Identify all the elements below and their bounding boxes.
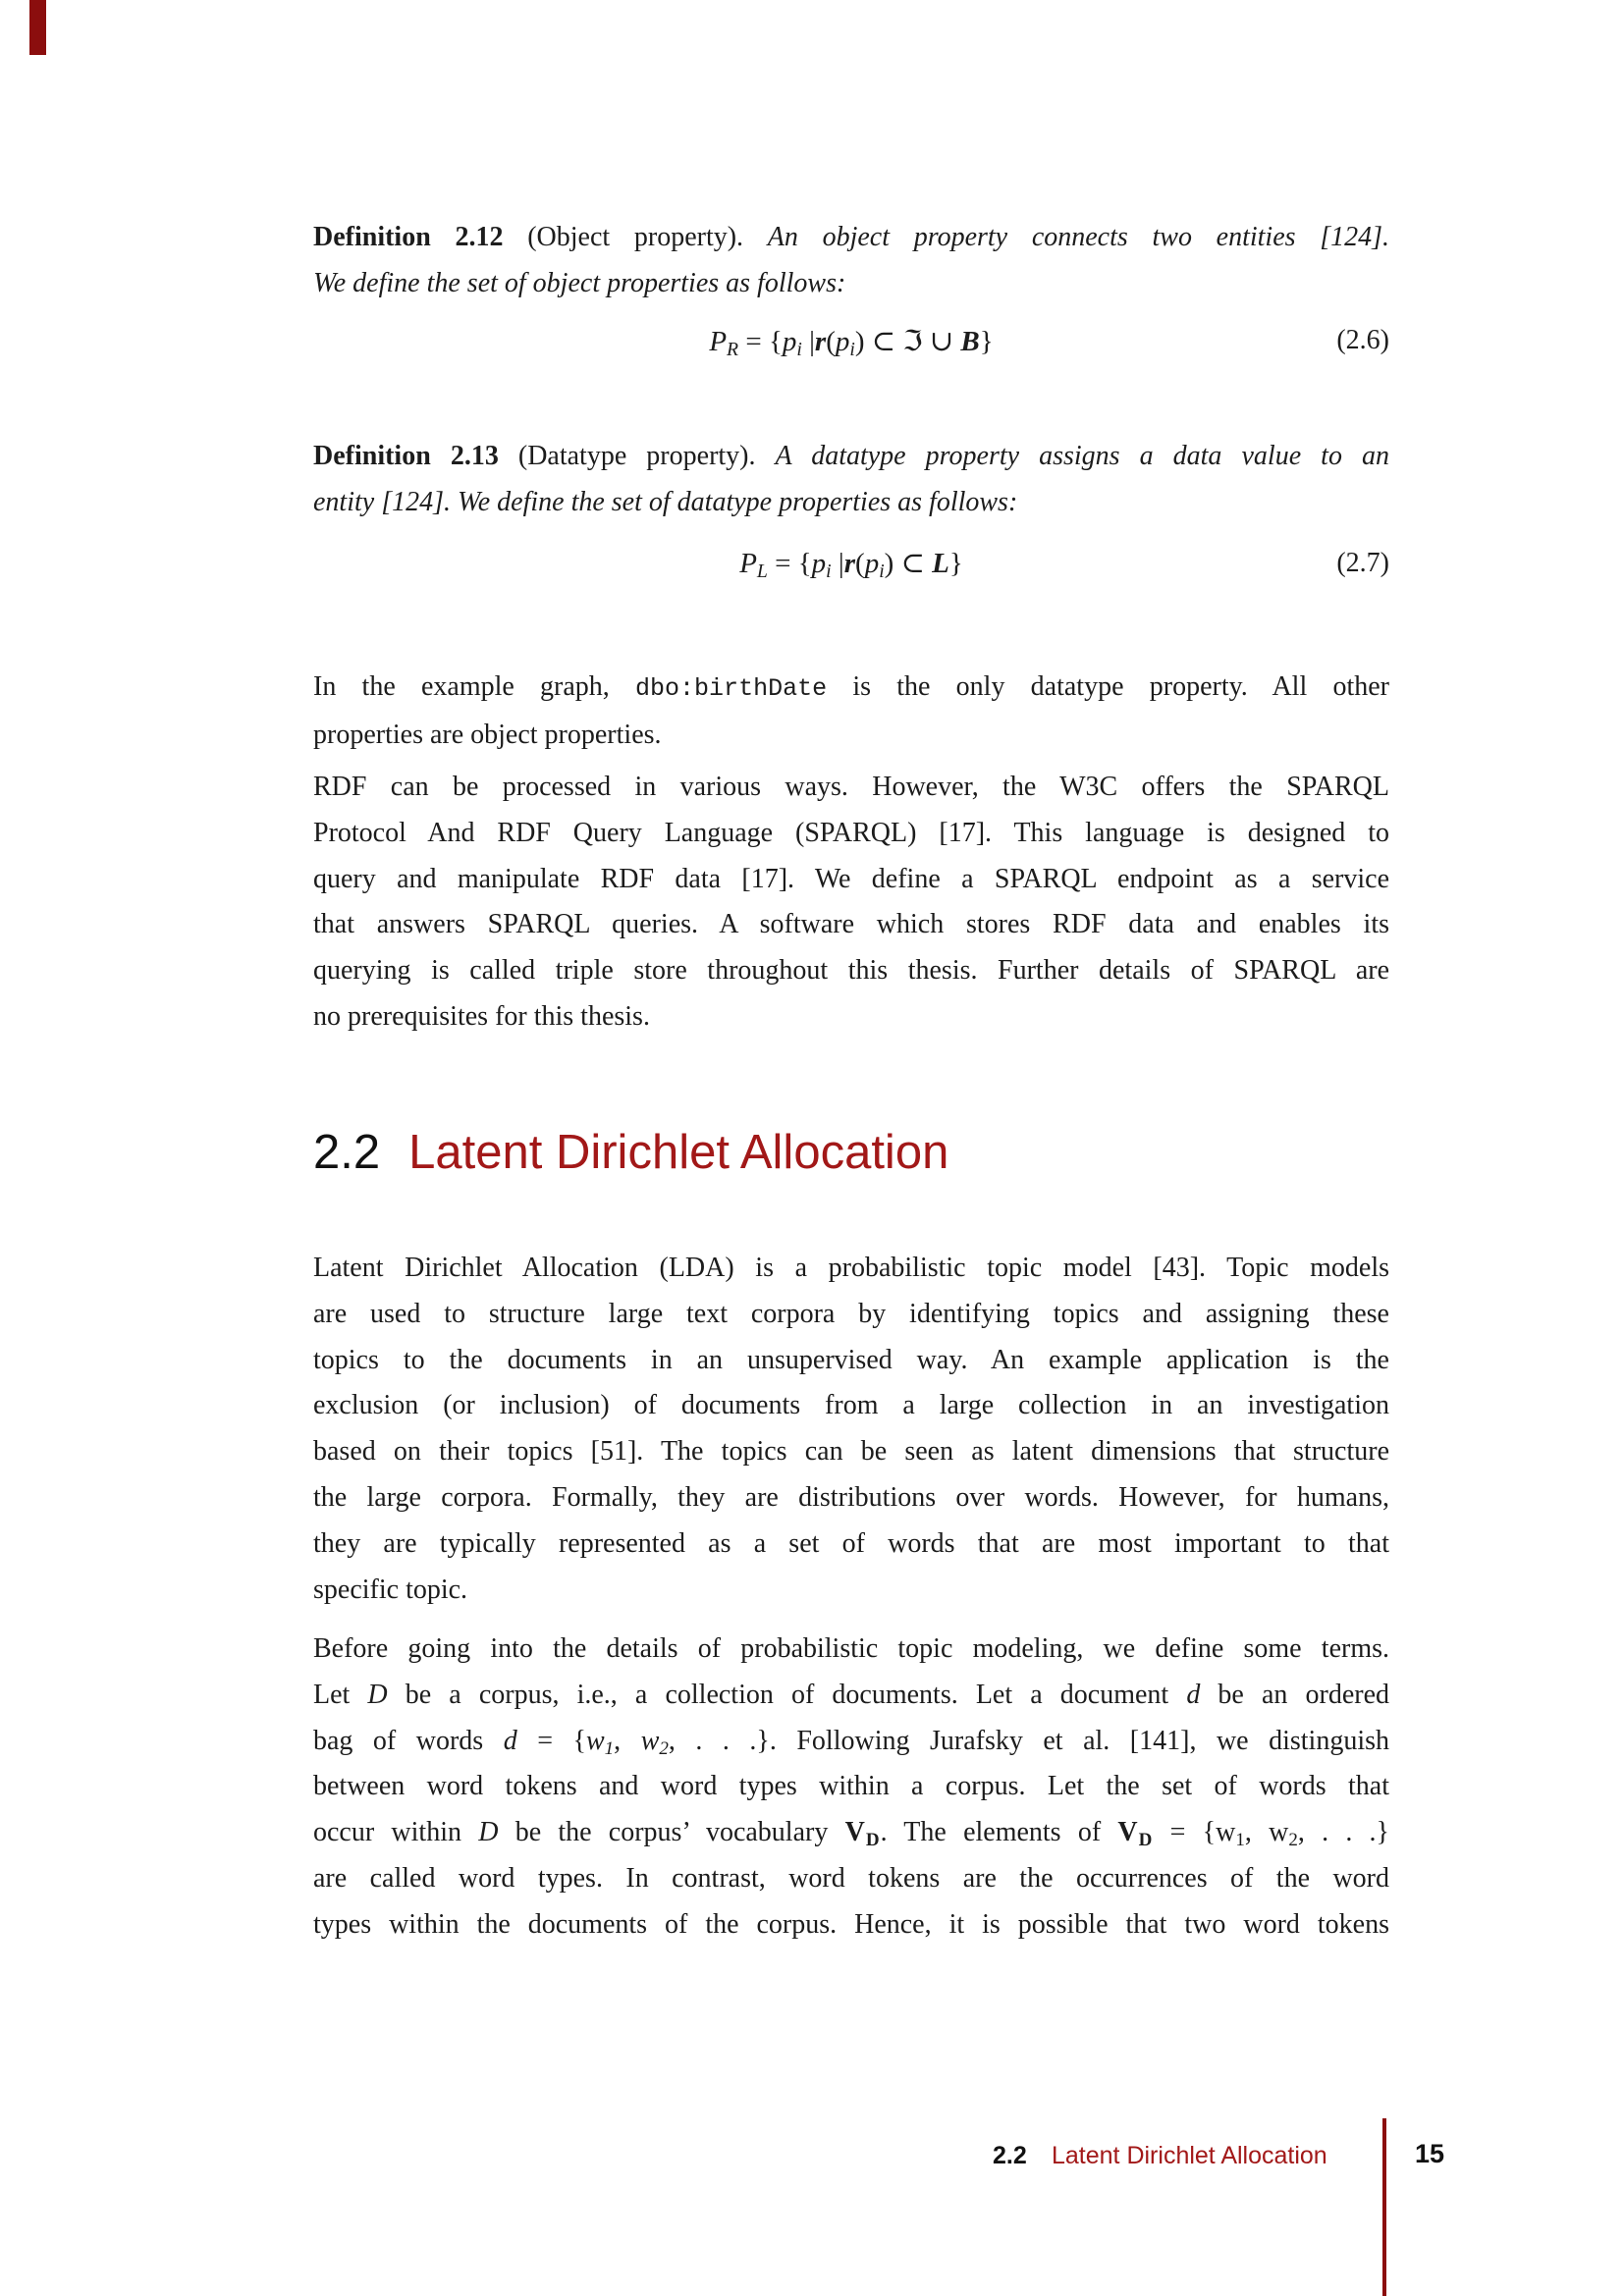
text-line bbox=[313, 1902, 1389, 1949]
text-run: are used to structure large text corpora by identifying topics and assigning these bbox=[313, 1298, 1389, 1329]
text-run: $P_R$ bbox=[709, 326, 739, 360]
text-run: $p_i$ bbox=[811, 548, 832, 582]
text-line bbox=[313, 665, 1389, 713]
text-run: the large corpora. Formally, they are distributions over words. However, for humans, bbox=[313, 1481, 1389, 1513]
text-run: ℑ bbox=[902, 324, 923, 357]
text-run: = { bbox=[767, 548, 812, 579]
equation-number: (2.7) bbox=[1336, 548, 1389, 578]
text-line bbox=[313, 765, 1389, 811]
text-run: ) ⊂ bbox=[854, 326, 903, 357]
text-line bbox=[313, 994, 1389, 1041]
footer-section-number: 2.2 bbox=[993, 2142, 1027, 2169]
text-run: $w_2$ bbox=[1269, 1817, 1298, 1850]
text-line bbox=[313, 902, 1389, 948]
text-run: are called word types. In contrast, word tokens are the occurrences of the word bbox=[313, 1862, 1389, 1894]
text-line bbox=[313, 713, 1389, 759]
text-run: they are typically represented as a set of words that are most important to that bbox=[313, 1527, 1389, 1559]
text-run: $P_L$ bbox=[739, 548, 768, 582]
section-number: 2.2 bbox=[313, 1126, 381, 1179]
section-heading bbox=[313, 1127, 1491, 1178]
text-run: entity [124]. We define the set of datatype properties as follows: bbox=[313, 486, 1018, 517]
text-line bbox=[313, 434, 1389, 480]
text-run: = { bbox=[738, 326, 783, 357]
text-run: We define the set of object properties as follows: bbox=[313, 267, 846, 298]
text-run: , . . .}. Following Jurafsky et al. [141], we distinguish bbox=[668, 1725, 1390, 1756]
text-line bbox=[313, 1246, 1389, 1292]
text-line bbox=[313, 1429, 1389, 1475]
text-line bbox=[313, 1764, 1389, 1810]
text-line bbox=[313, 1383, 1389, 1429]
text-run: be the corpus’ vocabulary bbox=[498, 1817, 845, 1848]
text-run: types within the documents of the corpus. Hence, it is possible that two word tokens bbox=[313, 1908, 1389, 1940]
text-run: = { bbox=[516, 1725, 586, 1756]
text-run: $w_2$ bbox=[640, 1725, 669, 1759]
text-run: A datatype property assigns a data value to an bbox=[775, 441, 1389, 471]
text-run: $w_1$ bbox=[1216, 1817, 1245, 1850]
text-run: $w_1$ bbox=[585, 1725, 615, 1759]
text-run: query and manipulate RDF data [17]. We define a SPARQL endpoint as a service bbox=[313, 863, 1389, 894]
text-run: } bbox=[948, 548, 963, 579]
text-run: between word tokens and word types within a corpus. Let the set of words that bbox=[313, 1771, 1389, 1802]
text-run: exclusion (or inclusion) of documents from a large collection in an investigation bbox=[313, 1390, 1389, 1421]
text-run: = { bbox=[1153, 1817, 1217, 1848]
text-run: $p_i$ bbox=[835, 326, 855, 360]
text-run: Latent Dirichlet Allocation (LDA) is a probabilistic topic model [43]. Topic models bbox=[313, 1253, 1389, 1283]
text-run: } bbox=[979, 326, 994, 357]
text-run: be an ordered bbox=[1200, 1679, 1390, 1710]
text-run: | bbox=[801, 326, 815, 357]
text-run: Protocol And RDF Query Language (SPARQL) [17]. This language is designed to bbox=[313, 817, 1389, 848]
text-run: r bbox=[843, 548, 856, 579]
text-run: Definition 2.12 bbox=[313, 222, 504, 252]
paragraph bbox=[313, 215, 1389, 307]
equation bbox=[313, 318, 1389, 365]
text-run: $V_D$ bbox=[844, 1817, 881, 1850]
text-line bbox=[313, 1338, 1389, 1384]
text-run: In the example graph, bbox=[313, 671, 636, 702]
text-run: is the only datatype property. All other bbox=[827, 671, 1390, 702]
text-line bbox=[313, 1856, 1389, 1902]
text-run: L bbox=[932, 548, 949, 579]
text-line bbox=[313, 480, 1389, 526]
equation bbox=[313, 541, 1389, 587]
text-run: d bbox=[1186, 1679, 1201, 1710]
footer-page-number: 15 bbox=[1415, 2139, 1445, 2168]
text-run: | bbox=[831, 548, 844, 579]
text-line bbox=[313, 1475, 1389, 1522]
text-run: . The elements of bbox=[880, 1817, 1118, 1848]
text-run: , bbox=[614, 1725, 641, 1756]
text-line bbox=[313, 1292, 1389, 1338]
paragraph bbox=[313, 1627, 1389, 1949]
paragraph bbox=[313, 765, 1389, 1041]
text-line bbox=[313, 1719, 1389, 1765]
footer-rule bbox=[1382, 2118, 1386, 2296]
text-line bbox=[313, 1810, 1389, 1856]
text-run: specific topic. bbox=[313, 1574, 468, 1605]
text-line bbox=[313, 1568, 1389, 1614]
text-run: $p_i$ bbox=[864, 548, 885, 582]
text-run: d bbox=[503, 1725, 517, 1756]
text-line bbox=[313, 215, 1389, 261]
text-line bbox=[313, 948, 1389, 994]
text-run: , . . .} bbox=[1297, 1817, 1390, 1848]
paragraph bbox=[313, 665, 1389, 759]
text-run: querying is called triple store throughout this thesis. Further details of SPARQL are bbox=[313, 955, 1389, 987]
text-run: r bbox=[814, 326, 827, 357]
text-run: RDF can be processed in various ways. However, the W3C offers the SPARQL bbox=[313, 772, 1389, 802]
text-run: Definition 2.13 bbox=[313, 441, 499, 471]
text-line bbox=[313, 857, 1389, 903]
text-run: be a corpus, i.e., a collection of documents. Let a document bbox=[387, 1679, 1187, 1710]
text-run: $p_i$ bbox=[782, 326, 802, 360]
paragraph bbox=[313, 434, 1389, 526]
equation-body bbox=[709, 318, 993, 365]
text-run: topics to the documents in an unsupervised way. An example application is the bbox=[313, 1344, 1389, 1375]
text-run: D bbox=[478, 1817, 499, 1848]
inline-code: dbo:birthDate bbox=[635, 674, 828, 703]
text-run: ( bbox=[826, 326, 836, 357]
text-run: An object property connects two entities [124]. bbox=[767, 222, 1390, 252]
text-line bbox=[313, 1627, 1389, 1673]
paragraph bbox=[313, 1246, 1389, 1613]
equation-body bbox=[739, 541, 963, 587]
text-line bbox=[313, 811, 1389, 857]
text-run: Let bbox=[313, 1679, 368, 1710]
text-run: no prerequisites for this thesis. bbox=[313, 1000, 650, 1032]
text-run: $V_D$ bbox=[1117, 1817, 1154, 1850]
text-run: Before going into the details of probabilistic topic modeling, we define some terms. bbox=[313, 1633, 1389, 1664]
text-run: that answers SPARQL queries. A software which stores RDF data and enables its bbox=[313, 909, 1389, 940]
text-run: based on their topics [51]. The topics can be seen as latent dimensions that structure bbox=[313, 1436, 1389, 1468]
section-title: Latent Dirichlet Allocation bbox=[408, 1126, 949, 1179]
text-run: bag of words bbox=[313, 1725, 504, 1756]
text-run: occur within bbox=[313, 1817, 479, 1848]
text-run: ) ⊂ bbox=[884, 548, 933, 579]
text-line bbox=[313, 261, 1389, 307]
text-run: D bbox=[367, 1679, 388, 1710]
footer-section-title: Latent Dirichlet Allocation bbox=[1052, 2142, 1327, 2169]
text-run: (Object property). bbox=[503, 222, 768, 252]
text-run: B bbox=[960, 326, 980, 357]
text-run: ∪ bbox=[922, 326, 961, 357]
equation-number: (2.6) bbox=[1336, 325, 1389, 355]
text-line bbox=[313, 1673, 1389, 1719]
text-run: ( bbox=[855, 548, 865, 579]
text-run: , bbox=[1244, 1817, 1270, 1848]
page-corner-accent-bar bbox=[29, 0, 46, 55]
text-run: (Datatype property). bbox=[498, 441, 776, 471]
text-run: properties are object properties. bbox=[313, 719, 662, 750]
text-line bbox=[313, 1522, 1389, 1568]
